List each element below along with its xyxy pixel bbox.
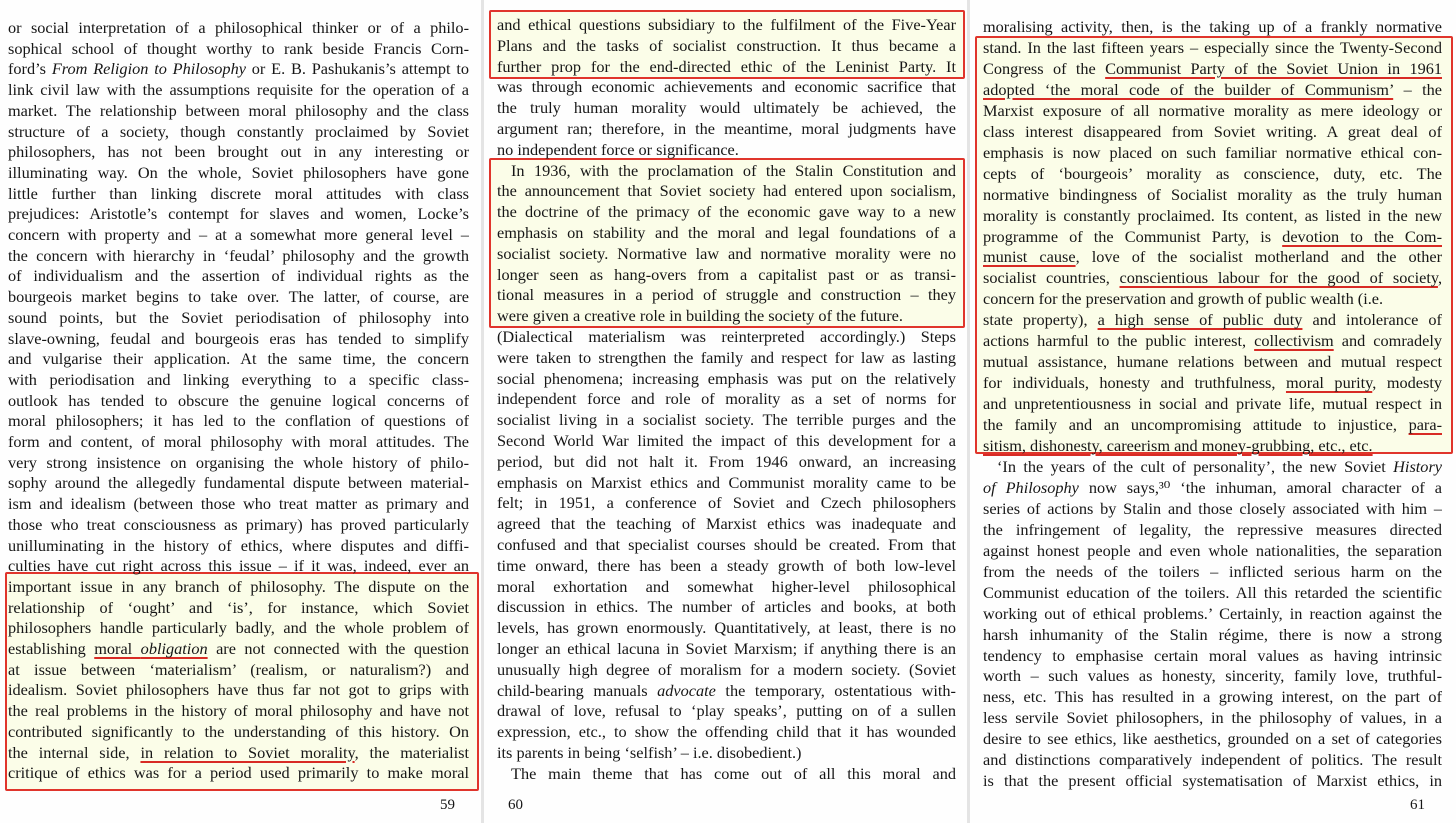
text-line: [8, 410, 469, 431]
text-line: [983, 121, 1442, 142]
text-line: [8, 141, 469, 162]
text-line: [8, 245, 469, 266]
text-run: period, but did not halt it. From 1946 onward, an increasing: [497, 451, 956, 471]
text-run: longer seen as hang-overs from a capitalist past or as transi-: [497, 264, 956, 284]
text-line: [497, 596, 956, 617]
text-run: socialist living in a socialist society. The terrible purges and the: [497, 410, 956, 430]
text-line: [983, 37, 1442, 58]
page-59: [0, 0, 481, 823]
text-line: [8, 597, 469, 618]
text-line: [983, 435, 1373, 456]
text-run: expression, etc., to show the offending child that it has wounded: [497, 722, 956, 742]
text-line: [497, 284, 956, 305]
text-run: the temporary, ostentatious with-: [715, 680, 956, 700]
underlined-text: Communist Party of the Soviet Union in 1961: [1105, 58, 1442, 78]
text-run: stand. In the last fifteen years – especially since the Twenty-Second: [983, 37, 1442, 57]
text-run: normative bindingness of Socialist morality as the truly human: [983, 184, 1442, 204]
text-run: were given a creative role in building the society of the future.: [497, 306, 903, 326]
text-run: the announcement that Soviet society had entered upon socialism,: [497, 181, 956, 201]
text-line: [983, 372, 1442, 393]
text-run: the concern with hierarchy in ‘feudal’ philosophy and the growth: [8, 245, 469, 265]
text-line: [497, 35, 956, 56]
text-line: [497, 243, 956, 264]
text-line: [8, 535, 469, 556]
text-line: [8, 369, 469, 390]
text-line: [983, 58, 1442, 79]
underlined-text: in relation to Soviet morality: [140, 742, 355, 762]
text-run: independent force and role of morality as a set of norms for: [497, 389, 956, 409]
text-run: important issue in any branch of philosophy. The dispute on the: [8, 576, 469, 596]
text-line: [497, 492, 956, 513]
text-line: [8, 100, 469, 121]
text-run: morality is constantly proclaimed. Its content, as listed in the new: [983, 205, 1442, 225]
text-run: culties have cut right across this issue – if it was, indeed, ever an: [8, 556, 469, 576]
text-line: [8, 472, 469, 493]
text-line: [8, 17, 469, 38]
text-run: confused and that specialist courses should be created. From that: [497, 535, 956, 554]
text-run: moral exhortation and somewhat higher-level philosophical: [497, 576, 956, 596]
underlined-text: adopted ‘the moral code of the builder of Communism’: [983, 79, 1394, 99]
italic-text: advocate: [657, 680, 716, 700]
italic-text: History: [1393, 456, 1442, 476]
text-run: the truly human morality would ultimately be achieved, the: [497, 98, 956, 118]
underlined-text: moral purity: [1285, 373, 1373, 393]
text-line: [8, 307, 469, 328]
text-line: [8, 431, 469, 452]
text-line: [497, 472, 956, 493]
text-run: the family and an uncompromising attitude to injustice,: [983, 415, 1409, 435]
text-run: prejudices: Aristotle’s contempt for slaves and women, Locke’s: [8, 204, 469, 224]
text-line: [983, 477, 1442, 498]
text-line: [983, 645, 1442, 666]
text-line: [8, 493, 469, 514]
text-run: worth – such values as honesty, sincerity, family love, truthful-: [983, 666, 1442, 686]
text-line: [497, 742, 801, 763]
text-run: time onward, there has been a steady growth of both low-level: [497, 555, 956, 575]
text-run: establishing: [8, 639, 95, 658]
text-line: [983, 163, 1442, 184]
text-line: [511, 763, 956, 784]
text-run: the internal side,: [8, 742, 141, 762]
text-run: idealism. Soviet philosophers have thus far not got to grips with: [8, 680, 469, 700]
text-line: [983, 267, 1442, 288]
text-line: [497, 409, 956, 430]
text-line: [983, 749, 1442, 770]
text-run: argument ran; therefore, in the meantime, moral judgments have: [497, 119, 956, 138]
text-line: [8, 203, 469, 224]
text-line: [983, 414, 1442, 435]
text-run: state property),: [983, 310, 1098, 330]
underlined-text: collectivism: [1254, 331, 1334, 351]
text-line: [497, 139, 739, 160]
text-run: drawal of love, refusal to ‘play speaks’, putting on of a sullen: [497, 701, 956, 721]
text-line: [8, 679, 469, 700]
text-run: Plans and the tasks of socialist construction. It thus became a: [497, 35, 956, 55]
text-line: [983, 226, 1442, 247]
text-run: its parents in being ‘selfish’ – i.e. disobedient.): [497, 743, 802, 762]
text-run: of individualism and the assertion of individual rights as the: [8, 266, 469, 286]
text-line: [8, 638, 469, 659]
text-run: philosophers handle particularly badly, and the whole problem of: [8, 618, 469, 638]
page-number: 59: [440, 797, 455, 813]
text-run: class interest disappeared from Soviet writing. A great deal of: [983, 121, 1442, 141]
text-line: [497, 76, 956, 97]
text-run: at issue between ‘materialism’ (realism, or naturalism?) and: [8, 659, 469, 679]
text-line: [8, 121, 469, 142]
text-run: or social interpretation of a philosophical thinker or of a philo-: [8, 18, 469, 37]
text-line: [983, 100, 1442, 121]
text-run: unilluminating in the history of ethics, where disputes and diffi-: [8, 535, 469, 555]
text-run: or E. B. Pashukanis’s attempt to: [245, 59, 469, 79]
text-run: longer an ethical lacuna in Soviet Marxism; if anything there is an: [497, 639, 956, 658]
text-line: [983, 498, 1442, 519]
text-line: [497, 368, 956, 389]
text-run: emphasis is now placed on such familiar normative ethical con-: [983, 142, 1442, 162]
text-line: [983, 142, 1442, 163]
underlined-text: a high sense of public duty: [1097, 310, 1303, 330]
text-run: against honest people and even whole nationalities, the separation: [983, 540, 1442, 560]
text-run: and unpretentiousness in social and private life, mutual respect in: [983, 394, 1442, 414]
underlined-text: munist cause: [983, 247, 1076, 267]
text-line: [497, 534, 956, 555]
text-run: socialist countries,: [983, 268, 1120, 288]
text-line: [497, 451, 956, 472]
text-line: [497, 118, 956, 139]
text-line: [983, 624, 1442, 645]
text-line: [983, 540, 1442, 561]
text-run: those who treat consciousness as primary) has proved particularly: [8, 514, 469, 534]
text-run: outlook has tended to obscure the genuine logical concerns of: [8, 390, 469, 410]
text-line: [497, 14, 956, 35]
text-run: less servile Soviet philosophers, in the philosophy of values, in a: [983, 708, 1442, 728]
text-line: [8, 514, 469, 535]
text-line: [497, 513, 956, 534]
text-run: agreed that the teaching of Marxist ethics was inadequate and: [497, 514, 956, 534]
text-line: [8, 700, 469, 721]
underlined-text: moral: [94, 639, 141, 658]
text-run: programme of the Communist Party, is: [983, 226, 1283, 246]
text-line: [8, 390, 469, 411]
text-run: felt; in 1951, a conference of Soviet and Czech philosophers: [497, 493, 956, 513]
text-line: [983, 519, 1442, 540]
text-run: form and content, of moral philosophy with moral attitudes. The: [8, 432, 469, 451]
text-run: actions harmful to the public interest,: [983, 331, 1255, 351]
text-line: [997, 456, 1442, 477]
text-line: [497, 305, 903, 326]
text-run: mutual assistance, humane relations between and mutual respect: [983, 352, 1442, 372]
text-line: [8, 224, 469, 245]
text-run: Communist education of the toilers. All this retarded the scientific: [983, 582, 1442, 602]
text-run: Second World War limited the impact of this development for a: [497, 431, 956, 450]
text-line: [511, 160, 956, 181]
text-line: [983, 686, 1442, 707]
text-run: socialist society. Normative law and normative morality were no: [497, 243, 956, 263]
text-line: [8, 162, 469, 183]
text-run: series of actions by Stalin and those closely associated with him –: [983, 498, 1442, 518]
text-run: and intolerance of: [1302, 310, 1442, 330]
text-run: working out of ethical problems.’ Certainly, in reaction against the: [983, 603, 1442, 623]
text-line: [983, 16, 1442, 37]
text-run: The main theme that has come out of all this moral and: [511, 763, 956, 783]
text-run: discussion in ethics. The number of articles and books, at both: [497, 597, 956, 617]
text-run: bourgeois market begins to take over. The latter, of course, are: [8, 287, 469, 307]
italic-text: of Philosophy: [983, 477, 1079, 497]
text-run: the real problems in the history of moral philosophy and have not: [8, 701, 469, 721]
text-run: philosophers, has not been brought out in any interesting or: [8, 142, 469, 162]
text-run: Congress of the: [983, 58, 1106, 78]
text-line: [983, 603, 1442, 624]
text-line: [983, 728, 1442, 749]
text-line: [983, 288, 1383, 309]
text-run: and vulgarise their application. At the same time, the concern: [8, 349, 469, 369]
text-line: [497, 638, 956, 659]
text-line: [983, 393, 1442, 414]
text-run: unusually high degree of moralism for a modern society. (Soviet: [497, 659, 956, 679]
text-line: [497, 659, 956, 680]
page-60: [484, 0, 967, 823]
text-run: from the needs of the toilers – inflicted serious harm on the: [983, 561, 1442, 581]
text-line: [8, 742, 469, 763]
underlined-text: conscientious labour for the good of society: [1119, 268, 1438, 288]
text-run: very strong insistence on organising the whole history of philo-: [8, 452, 469, 472]
text-line: [983, 707, 1442, 728]
text-line: [983, 309, 1442, 330]
text-run: no independent force or significance.: [497, 139, 739, 159]
text-run: ,: [1437, 268, 1442, 288]
text-line: [8, 328, 469, 349]
text-line: [8, 79, 469, 100]
text-line: [497, 56, 956, 77]
text-line: [983, 770, 1442, 791]
text-line: [8, 58, 469, 79]
text-line: [497, 555, 956, 576]
text-run: ‘In the years of the cult of personality’, the new Soviet: [997, 456, 1394, 476]
text-run: were taken to strengthen the family and respect for law as lasting: [497, 347, 956, 367]
text-run: and ethical questions subsidiary to the fulfilment of the Five-Year: [497, 15, 956, 34]
text-run: ism and idealism (between those who treat matter as primary and: [8, 494, 469, 514]
text-run: critique of ethics was for a period used primarily to make moral: [8, 763, 469, 783]
text-line: [497, 222, 956, 243]
text-run: tional measures in a period of struggle and construction – they: [497, 285, 956, 305]
text-line: [8, 659, 469, 680]
text-line: [983, 184, 1442, 205]
text-line: [497, 680, 956, 701]
text-line: [983, 205, 1442, 226]
text-run: slave-owning, feudal and bourgeois eras has tended to simplify: [8, 328, 469, 348]
text-run: (Dialectical materialism was reinterpreted accordingly.) Steps: [497, 327, 956, 346]
text-run: moral philosophers; it has led to the conflation of questions of: [8, 411, 469, 431]
text-line: [497, 430, 956, 451]
text-line: [497, 180, 956, 201]
text-run: In 1936, with the proclamation of the Stalin Constitution and: [511, 160, 956, 180]
text-line: [497, 576, 956, 597]
text-line: [8, 617, 469, 638]
text-run: child-bearing manuals: [497, 680, 658, 700]
text-run: tendency to emphasise certain moral values as having intrinsic: [983, 645, 1442, 665]
text-run: – the: [1393, 79, 1442, 99]
text-line: [8, 38, 469, 59]
text-line: [497, 721, 956, 742]
text-run: desire to see ethics, like aesthetics, grounded on a set of categories: [983, 729, 1442, 749]
text-line: [8, 762, 469, 783]
text-line: [8, 721, 469, 742]
text-line: [8, 348, 469, 369]
text-run: further prop for the end-directed ethic of the Leninist Party. It: [497, 56, 956, 76]
page-number: 61: [1410, 797, 1425, 813]
underlined-text: sitism, dishonesty, careerism and money-grubbing, etc., etc.: [983, 436, 1373, 455]
text-run: ness, etc. This has resulted in a growing interest, on the part of: [983, 687, 1442, 707]
text-line: [497, 388, 956, 409]
text-run: now says,³⁰ ‘the inhuman, amoral character of a: [1078, 477, 1442, 497]
text-run: contributed significantly to the understanding of this history. On: [8, 721, 469, 741]
page-number: 60: [508, 797, 523, 813]
text-run: the doctrine of the primacy of the economic gave way to a new: [497, 202, 956, 222]
text-run: ford’s: [8, 59, 52, 79]
text-run: sophical school of thought worthy to rank beside Francis Corn-: [8, 38, 469, 58]
text-run: was through economic achievements and economic sacrifice that: [497, 77, 956, 97]
text-line: [497, 326, 956, 347]
text-run: concern with property and – at a somewhat more general level –: [8, 225, 469, 244]
text-run: social phenomena; increasing emphasis was put on the relatively: [497, 368, 956, 388]
text-run: link civil law with the assumptions requisite for the operation of a: [8, 80, 469, 100]
text-run: , love of the socialist motherland and the other: [1075, 247, 1442, 267]
text-run: levels, has grown enormously. Quantitatively, at least, there is no: [497, 618, 956, 638]
text-run: and comradely: [1333, 331, 1442, 351]
text-line: [983, 665, 1442, 686]
text-line: [497, 347, 956, 368]
text-run: illuminating way. On the whole, Soviet philosophers have gone: [8, 162, 469, 182]
text-line: [8, 265, 469, 286]
text-line: [8, 183, 469, 204]
text-run: the infringement of legality, the repressive measures directed: [983, 519, 1442, 539]
text-run: with periodisation and linking everything to a specific class-: [8, 369, 469, 389]
underlined-text: devotion to the Com-: [1282, 226, 1442, 246]
text-run: concern for the preservation and growth of public wealth (i.e.: [983, 289, 1384, 309]
text-line: [983, 246, 1442, 267]
text-line: [497, 97, 956, 118]
page-61: [970, 0, 1456, 823]
text-line: [8, 286, 469, 307]
text-run: sophy around the allegedly fundamental dispute between material-: [8, 473, 469, 493]
text-line: [8, 555, 469, 576]
text-run: Marxist exposure of all normative morality as mere ideology or: [983, 100, 1442, 120]
underlined-text: obligation: [140, 639, 208, 658]
text-line: [983, 561, 1442, 582]
text-run: emphasis on stability and the moral and legal foundations of a: [497, 223, 956, 242]
text-line: [983, 351, 1442, 372]
text-line: [8, 452, 469, 473]
text-run: structure of a society, though constantly proclaimed by Soviet: [8, 121, 469, 141]
text-run: , modesty: [1372, 373, 1442, 393]
text-line: [983, 582, 1442, 603]
text-line: [497, 617, 956, 638]
underlined-text: para-: [1408, 415, 1442, 435]
text-run: moralising activity, then, is the taking up of a frankly normative: [983, 17, 1442, 36]
text-run: for individuals, honesty and truthfulness,: [983, 373, 1286, 393]
text-run: and distinctions comparatively independent of politics. The result: [983, 750, 1442, 770]
italic-text: From Religion to Philosophy: [51, 59, 246, 79]
text-run: relationship of ‘ought’ and ‘is’, for instance, which Soviet: [8, 597, 469, 617]
text-run: harsh inhumanity of the Stalin régime, there is now a strong: [983, 624, 1442, 644]
text-line: [983, 330, 1442, 351]
text-line: [497, 700, 956, 721]
text-run: , the materialist: [354, 742, 469, 762]
text-run: are not connected with the question: [207, 639, 469, 658]
text-run: market. The relationship between moral philosophy and the class: [8, 100, 469, 120]
text-line: [497, 201, 956, 222]
text-run: is that the present official systematisation of Marxist ethics, in: [983, 771, 1442, 791]
text-run: sound points, but the Soviet periodisation of philosophy into: [8, 307, 469, 327]
text-run: little further than linking discrete moral attitudes with class: [8, 183, 469, 203]
text-line: [983, 79, 1442, 100]
text-line: [8, 576, 469, 597]
text-run: cepts of ‘bourgeois’ morality as conscience, duty, etc. The: [983, 163, 1442, 183]
text-line: [497, 264, 956, 285]
text-run: emphasis on Marxist ethics and Communist morality came to be: [497, 472, 956, 492]
